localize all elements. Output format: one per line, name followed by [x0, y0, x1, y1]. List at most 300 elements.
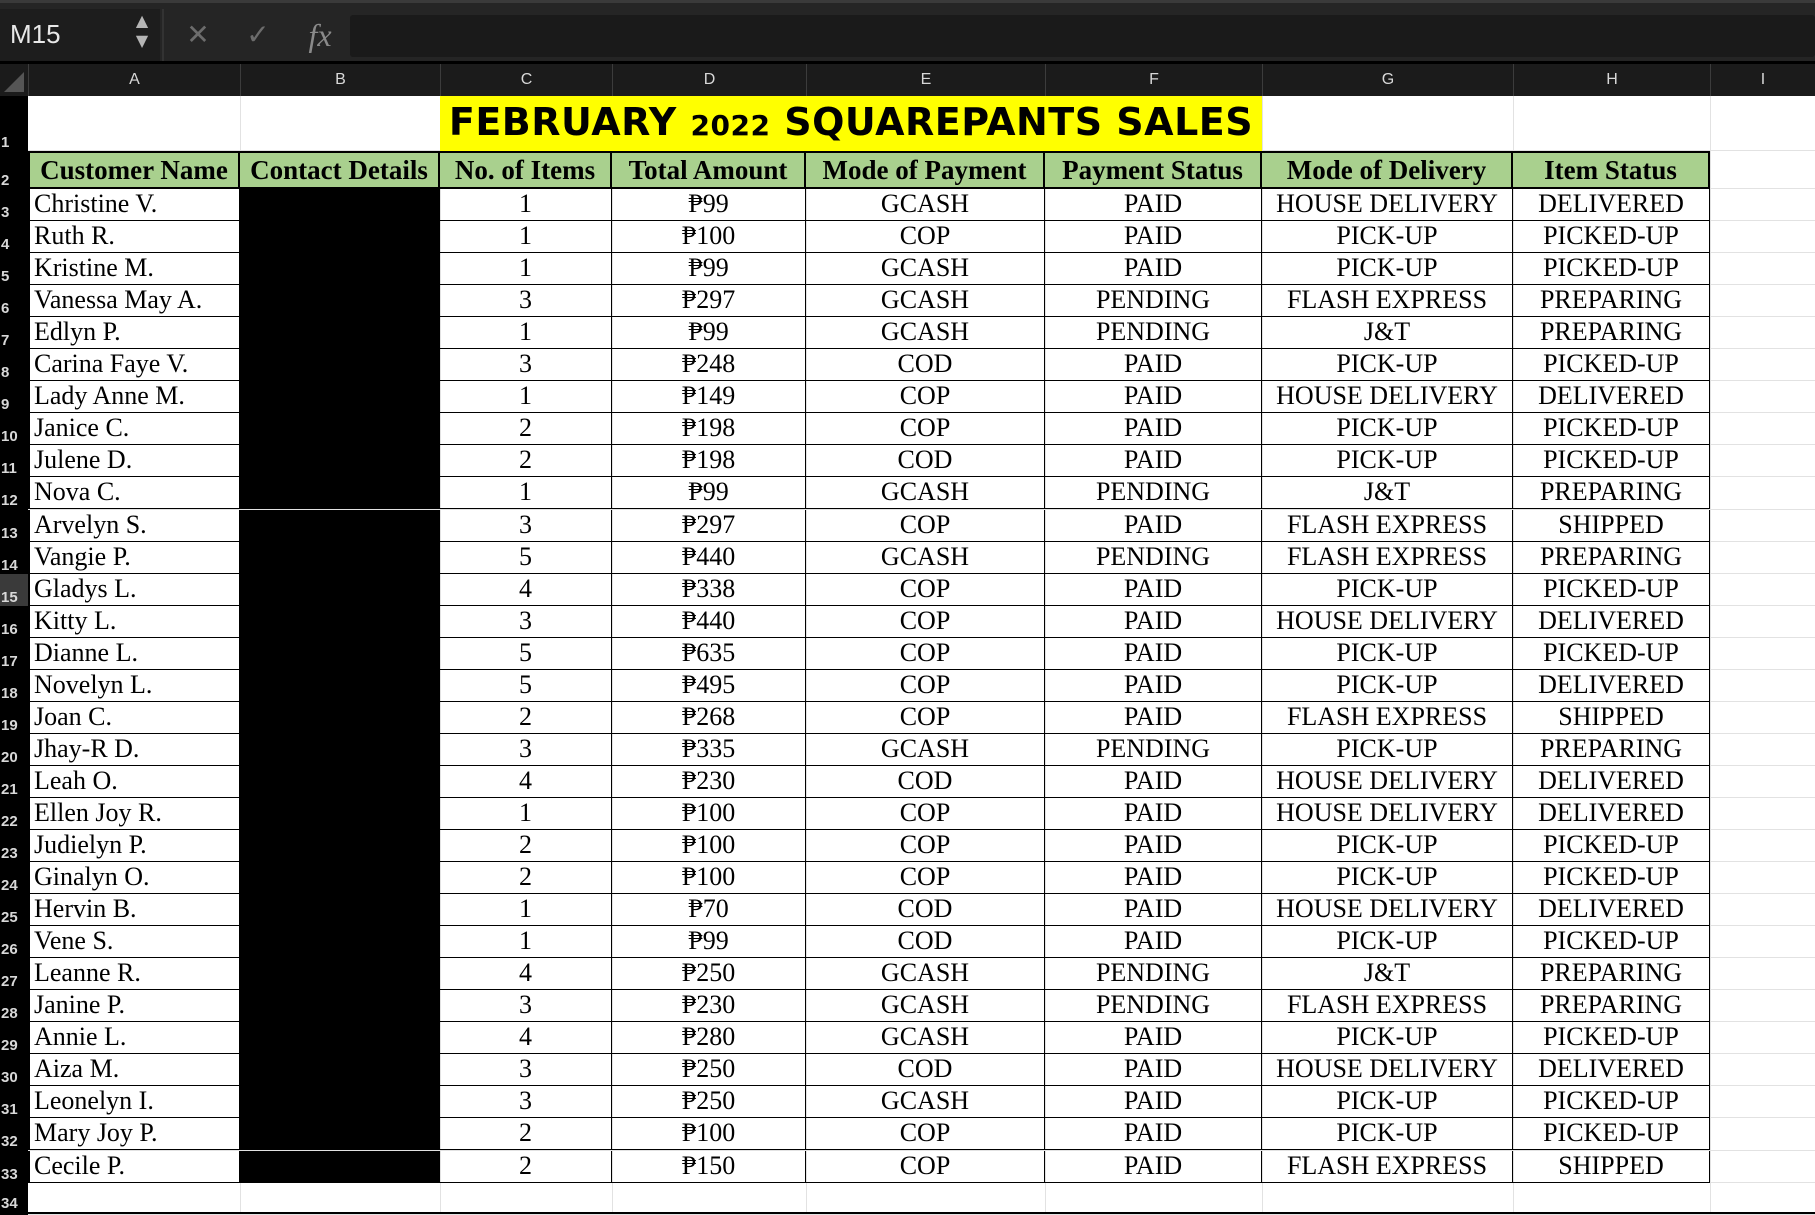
- redacted-contact-cell[interactable]: [240, 221, 440, 253]
- column-header-b[interactable]: B: [240, 64, 440, 96]
- table-cell[interactable]: Carina Faye V.: [28, 349, 240, 381]
- table-cell[interactable]: 2: [440, 445, 612, 477]
- table-cell[interactable]: Edlyn P.: [28, 317, 240, 349]
- row-header[interactable]: 4: [1, 236, 10, 254]
- table-cell[interactable]: 1: [440, 189, 612, 221]
- redacted-contact-cell[interactable]: [240, 638, 440, 670]
- table-cell[interactable]: Mary Joy P.: [28, 1118, 240, 1150]
- name-box[interactable]: M15: [0, 9, 160, 61]
- column-header-h[interactable]: H: [1513, 64, 1710, 96]
- table-cell[interactable]: PICKED-UP: [1513, 1022, 1710, 1054]
- check-icon[interactable]: ✓: [246, 18, 270, 51]
- table-cell[interactable]: GCASH: [806, 477, 1045, 509]
- table-cell[interactable]: COD: [806, 926, 1045, 958]
- table-cell[interactable]: Christine V.: [28, 189, 240, 221]
- table-cell[interactable]: COP: [806, 862, 1045, 894]
- table-cell[interactable]: COD: [806, 349, 1045, 381]
- table-cell[interactable]: PREPARING: [1513, 542, 1710, 574]
- table-cell[interactable]: 3: [440, 285, 612, 317]
- table-cell[interactable]: PICK-UP: [1262, 670, 1513, 702]
- table-cell[interactable]: Gladys L.: [28, 574, 240, 606]
- table-cell[interactable]: COD: [806, 894, 1045, 926]
- table-cell[interactable]: PAID: [1045, 221, 1262, 253]
- table-cell[interactable]: PAID: [1045, 862, 1262, 894]
- table-cell[interactable]: COP: [806, 702, 1045, 734]
- table-cell[interactable]: Ruth R.: [28, 221, 240, 253]
- table-cell[interactable]: 1: [440, 477, 612, 509]
- table-cell[interactable]: Janine P.: [28, 990, 240, 1022]
- table-cell[interactable]: COP: [806, 798, 1045, 830]
- table-cell[interactable]: Novelyn L.: [28, 670, 240, 702]
- table-cell[interactable]: ₱230: [612, 990, 806, 1022]
- table-cell[interactable]: Judielyn P.: [28, 830, 240, 862]
- table-cell[interactable]: Kitty L.: [28, 606, 240, 638]
- row-header[interactable]: 5: [1, 268, 10, 286]
- table-cell[interactable]: Vanessa May A.: [28, 285, 240, 317]
- table-cell[interactable]: ₱149: [612, 381, 806, 413]
- redacted-contact-cell[interactable]: [240, 894, 440, 926]
- redacted-contact-cell[interactable]: [240, 1086, 440, 1118]
- column-header-g[interactable]: G: [1262, 64, 1513, 96]
- worksheet-grid[interactable]: [28, 96, 1815, 1212]
- table-cell[interactable]: ₱250: [612, 1086, 806, 1118]
- table-cell[interactable]: Ginalyn O.: [28, 862, 240, 894]
- table-cell[interactable]: 2: [440, 413, 612, 445]
- table-cell[interactable]: SHIPPED: [1513, 510, 1710, 542]
- table-cell[interactable]: 3: [440, 510, 612, 542]
- table-cell[interactable]: Hervin B.: [28, 894, 240, 926]
- table-cell[interactable]: PICKED-UP: [1513, 253, 1710, 285]
- table-cell[interactable]: COP: [806, 413, 1045, 445]
- redacted-contact-cell[interactable]: [240, 317, 440, 349]
- table-cell[interactable]: 5: [440, 670, 612, 702]
- table-cell[interactable]: HOUSE DELIVERY: [1262, 1054, 1513, 1086]
- table-cell[interactable]: HOUSE DELIVERY: [1262, 606, 1513, 638]
- table-cell[interactable]: SHIPPED: [1513, 702, 1710, 734]
- table-cell[interactable]: PENDING: [1045, 734, 1262, 766]
- table-cell[interactable]: PAID: [1045, 574, 1262, 606]
- table-cell[interactable]: DELIVERED: [1513, 766, 1710, 798]
- table-cell[interactable]: PAID: [1045, 1022, 1262, 1054]
- table-cell[interactable]: GCASH: [806, 317, 1045, 349]
- table-cell[interactable]: COD: [806, 766, 1045, 798]
- column-header-f[interactable]: F: [1045, 64, 1262, 96]
- header-cell[interactable]: Payment Status: [1045, 151, 1262, 189]
- table-cell[interactable]: PICKED-UP: [1513, 830, 1710, 862]
- table-cell[interactable]: 1: [440, 317, 612, 349]
- table-cell[interactable]: HOUSE DELIVERY: [1262, 798, 1513, 830]
- table-cell[interactable]: ₱100: [612, 830, 806, 862]
- table-cell[interactable]: ₱268: [612, 702, 806, 734]
- table-cell[interactable]: PICKED-UP: [1513, 349, 1710, 381]
- row-header[interactable]: 19: [1, 716, 18, 734]
- row-header[interactable]: 25: [1, 909, 18, 927]
- row-header[interactable]: 10: [1, 428, 18, 446]
- sheet-title[interactable]: [440, 96, 1262, 151]
- table-cell[interactable]: ₱335: [612, 734, 806, 766]
- table-cell[interactable]: PENDING: [1045, 285, 1262, 317]
- table-cell[interactable]: PREPARING: [1513, 285, 1710, 317]
- column-header-d[interactable]: D: [612, 64, 806, 96]
- table-cell[interactable]: PAID: [1045, 445, 1262, 477]
- table-cell[interactable]: Leonelyn I.: [28, 1086, 240, 1118]
- redacted-contact-cell[interactable]: [240, 285, 440, 317]
- table-cell[interactable]: ₱70: [612, 894, 806, 926]
- table-cell[interactable]: GCASH: [806, 1086, 1045, 1118]
- table-cell[interactable]: Jhay-R D.: [28, 734, 240, 766]
- table-cell[interactable]: ₱230: [612, 766, 806, 798]
- table-cell[interactable]: PAID: [1045, 798, 1262, 830]
- row-header[interactable]: 3: [1, 204, 10, 222]
- table-cell[interactable]: 1: [440, 381, 612, 413]
- table-cell[interactable]: COP: [806, 670, 1045, 702]
- row-header[interactable]: 12: [1, 492, 18, 510]
- redacted-contact-cell[interactable]: [240, 1054, 440, 1086]
- table-cell[interactable]: PICKED-UP: [1513, 1118, 1710, 1150]
- row-header[interactable]: 1: [1, 134, 10, 151]
- row-header[interactable]: 6: [1, 300, 10, 318]
- table-cell[interactable]: GCASH: [806, 189, 1045, 221]
- table-cell[interactable]: PENDING: [1045, 477, 1262, 509]
- table-cell[interactable]: FLASH EXPRESS: [1262, 990, 1513, 1022]
- table-cell[interactable]: PAID: [1045, 1086, 1262, 1118]
- table-cell[interactable]: PICKED-UP: [1513, 445, 1710, 477]
- table-cell[interactable]: ₱100: [612, 1118, 806, 1150]
- table-cell[interactable]: Vangie P.: [28, 542, 240, 574]
- select-all-button[interactable]: [0, 64, 28, 96]
- table-cell[interactable]: PREPARING: [1513, 317, 1710, 349]
- redacted-contact-cell[interactable]: [240, 381, 440, 413]
- table-cell[interactable]: PAID: [1045, 253, 1262, 285]
- table-cell[interactable]: PICKED-UP: [1513, 574, 1710, 606]
- table-cell[interactable]: PAID: [1045, 510, 1262, 542]
- table-cell[interactable]: ₱100: [612, 798, 806, 830]
- table-cell[interactable]: PICK-UP: [1262, 1022, 1513, 1054]
- row-header[interactable]: 34: [1, 1194, 18, 1212]
- table-cell[interactable]: ₱440: [612, 606, 806, 638]
- table-cell[interactable]: PICK-UP: [1262, 221, 1513, 253]
- table-cell[interactable]: PICK-UP: [1262, 830, 1513, 862]
- table-cell[interactable]: SHIPPED: [1513, 1151, 1710, 1183]
- table-cell[interactable]: PICKED-UP: [1513, 413, 1710, 445]
- table-cell[interactable]: DELIVERED: [1513, 894, 1710, 926]
- header-cell[interactable]: Contact Details: [240, 151, 440, 189]
- table-cell[interactable]: GCASH: [806, 542, 1045, 574]
- table-cell[interactable]: 2: [440, 1151, 612, 1183]
- table-cell[interactable]: Cecile P.: [28, 1151, 240, 1183]
- table-cell[interactable]: J&T: [1262, 317, 1513, 349]
- redacted-contact-cell[interactable]: [240, 830, 440, 862]
- table-cell[interactable]: ₱250: [612, 958, 806, 990]
- table-cell[interactable]: COD: [806, 1054, 1045, 1086]
- table-cell[interactable]: COP: [806, 638, 1045, 670]
- table-cell[interactable]: Leanne R.: [28, 958, 240, 990]
- table-cell[interactable]: 3: [440, 1054, 612, 1086]
- table-cell[interactable]: DELIVERED: [1513, 798, 1710, 830]
- column-header-e[interactable]: E: [806, 64, 1045, 96]
- row-header[interactable]: 15: [0, 574, 28, 606]
- row-header[interactable]: 27: [1, 973, 18, 991]
- table-cell[interactable]: GCASH: [806, 285, 1045, 317]
- table-cell[interactable]: GCASH: [806, 958, 1045, 990]
- redacted-contact-cell[interactable]: [240, 990, 440, 1022]
- row-header[interactable]: 28: [1, 1005, 18, 1023]
- table-cell[interactable]: Vene S.: [28, 926, 240, 958]
- table-cell[interactable]: PAID: [1045, 638, 1262, 670]
- table-cell[interactable]: ₱280: [612, 1022, 806, 1054]
- formula-input[interactable]: [350, 15, 1815, 57]
- table-cell[interactable]: Kristine M.: [28, 253, 240, 285]
- table-cell[interactable]: PICKED-UP: [1513, 638, 1710, 670]
- table-cell[interactable]: PICK-UP: [1262, 349, 1513, 381]
- table-cell[interactable]: ₱100: [612, 862, 806, 894]
- table-cell[interactable]: Ellen Joy R.: [28, 798, 240, 830]
- table-cell[interactable]: ₱99: [612, 189, 806, 221]
- redacted-contact-cell[interactable]: [240, 1022, 440, 1054]
- table-cell[interactable]: ₱440: [612, 542, 806, 574]
- redacted-contact-cell[interactable]: [240, 189, 440, 221]
- table-cell[interactable]: COP: [806, 830, 1045, 862]
- header-cell[interactable]: Mode of Payment: [806, 151, 1045, 189]
- table-cell[interactable]: PICK-UP: [1262, 1118, 1513, 1150]
- redacted-contact-cell[interactable]: [240, 542, 440, 574]
- table-cell[interactable]: PICKED-UP: [1513, 862, 1710, 894]
- table-cell[interactable]: PAID: [1045, 349, 1262, 381]
- table-cell[interactable]: 4: [440, 1022, 612, 1054]
- table-cell[interactable]: 5: [440, 542, 612, 574]
- table-cell[interactable]: ₱248: [612, 349, 806, 381]
- row-header[interactable]: 13: [1, 524, 18, 542]
- redacted-contact-cell[interactable]: [240, 1118, 440, 1150]
- row-header[interactable]: 8: [1, 364, 10, 382]
- row-header[interactable]: 23: [1, 845, 18, 863]
- table-cell[interactable]: GCASH: [806, 734, 1045, 766]
- table-cell[interactable]: FLASH EXPRESS: [1262, 1151, 1513, 1183]
- table-cell[interactable]: COD: [806, 445, 1045, 477]
- table-cell[interactable]: PICKED-UP: [1513, 221, 1710, 253]
- row-header[interactable]: 22: [1, 812, 18, 830]
- redacted-contact-cell[interactable]: [240, 413, 440, 445]
- table-cell[interactable]: Joan C.: [28, 702, 240, 734]
- redacted-contact-cell[interactable]: [240, 445, 440, 477]
- header-cell[interactable]: No. of Items: [440, 151, 612, 189]
- table-cell[interactable]: DELIVERED: [1513, 189, 1710, 221]
- table-cell[interactable]: DELIVERED: [1513, 1054, 1710, 1086]
- row-header[interactable]: 31: [1, 1101, 18, 1119]
- redacted-contact-cell[interactable]: [240, 574, 440, 606]
- table-cell[interactable]: PAID: [1045, 766, 1262, 798]
- table-cell[interactable]: PICK-UP: [1262, 445, 1513, 477]
- table-cell[interactable]: Julene D.: [28, 445, 240, 477]
- table-cell[interactable]: Arvelyn S.: [28, 510, 240, 542]
- table-cell[interactable]: Janice C.: [28, 413, 240, 445]
- row-header[interactable]: 24: [1, 877, 18, 895]
- table-cell[interactable]: PICK-UP: [1262, 638, 1513, 670]
- table-cell[interactable]: PICK-UP: [1262, 253, 1513, 285]
- table-cell[interactable]: PICK-UP: [1262, 574, 1513, 606]
- row-header[interactable]: 11: [1, 460, 17, 478]
- table-cell[interactable]: Aiza M.: [28, 1054, 240, 1086]
- table-cell[interactable]: Dianne L.: [28, 638, 240, 670]
- table-cell[interactable]: HOUSE DELIVERY: [1262, 894, 1513, 926]
- table-cell[interactable]: COP: [806, 1151, 1045, 1183]
- table-cell[interactable]: J&T: [1262, 958, 1513, 990]
- redacted-contact-cell[interactable]: [240, 798, 440, 830]
- table-cell[interactable]: GCASH: [806, 1022, 1045, 1054]
- table-cell[interactable]: 3: [440, 734, 612, 766]
- table-cell[interactable]: GCASH: [806, 990, 1045, 1022]
- table-cell[interactable]: GCASH: [806, 253, 1045, 285]
- redacted-contact-cell[interactable]: [240, 702, 440, 734]
- table-cell[interactable]: PICKED-UP: [1513, 1086, 1710, 1118]
- table-cell[interactable]: 4: [440, 574, 612, 606]
- redacted-contact-cell[interactable]: [240, 958, 440, 990]
- table-cell[interactable]: PICK-UP: [1262, 1086, 1513, 1118]
- table-cell[interactable]: COP: [806, 221, 1045, 253]
- row-header[interactable]: 16: [1, 620, 18, 638]
- table-cell[interactable]: COP: [806, 381, 1045, 413]
- table-cell[interactable]: COP: [806, 606, 1045, 638]
- header-cell[interactable]: Mode of Delivery: [1262, 151, 1513, 189]
- table-cell[interactable]: PENDING: [1045, 990, 1262, 1022]
- table-cell[interactable]: ₱99: [612, 477, 806, 509]
- fx-icon[interactable]: fx: [308, 17, 332, 53]
- table-cell[interactable]: ₱297: [612, 285, 806, 317]
- redacted-contact-cell[interactable]: [240, 734, 440, 766]
- table-cell[interactable]: PAID: [1045, 926, 1262, 958]
- table-cell[interactable]: 1: [440, 894, 612, 926]
- table-cell[interactable]: Nova C.: [28, 477, 240, 509]
- row-header[interactable]: 32: [1, 1133, 18, 1151]
- redacted-contact-cell[interactable]: [240, 477, 440, 509]
- table-cell[interactable]: ₱99: [612, 317, 806, 349]
- table-cell[interactable]: ₱99: [612, 253, 806, 285]
- table-cell[interactable]: 1: [440, 253, 612, 285]
- redacted-contact-cell[interactable]: [240, 349, 440, 381]
- table-cell[interactable]: PICKED-UP: [1513, 926, 1710, 958]
- table-cell[interactable]: COP: [806, 1118, 1045, 1150]
- table-cell[interactable]: PENDING: [1045, 958, 1262, 990]
- column-header-i[interactable]: I: [1710, 64, 1815, 96]
- row-header[interactable]: 30: [1, 1069, 18, 1087]
- redacted-contact-cell[interactable]: [240, 862, 440, 894]
- table-cell[interactable]: PAID: [1045, 606, 1262, 638]
- table-cell[interactable]: COP: [806, 510, 1045, 542]
- table-cell[interactable]: 2: [440, 702, 612, 734]
- row-header[interactable]: 33: [1, 1165, 18, 1183]
- column-header-a[interactable]: A: [28, 64, 240, 96]
- table-cell[interactable]: PICK-UP: [1262, 734, 1513, 766]
- table-cell[interactable]: PAID: [1045, 381, 1262, 413]
- table-cell[interactable]: DELIVERED: [1513, 670, 1710, 702]
- table-cell[interactable]: PAID: [1045, 702, 1262, 734]
- table-cell[interactable]: ₱297: [612, 510, 806, 542]
- table-cell[interactable]: PICK-UP: [1262, 413, 1513, 445]
- column-header-c[interactable]: C: [440, 64, 612, 96]
- row-header[interactable]: 26: [1, 941, 18, 959]
- table-cell[interactable]: ₱250: [612, 1054, 806, 1086]
- table-cell[interactable]: PENDING: [1045, 317, 1262, 349]
- table-cell[interactable]: FLASH EXPRESS: [1262, 285, 1513, 317]
- table-cell[interactable]: PREPARING: [1513, 734, 1710, 766]
- table-cell[interactable]: ₱99: [612, 926, 806, 958]
- table-cell[interactable]: PAID: [1045, 1054, 1262, 1086]
- table-cell[interactable]: ₱338: [612, 574, 806, 606]
- header-cell[interactable]: Item Status: [1513, 151, 1710, 189]
- table-cell[interactable]: PREPARING: [1513, 990, 1710, 1022]
- table-cell[interactable]: 1: [440, 798, 612, 830]
- table-cell[interactable]: ₱198: [612, 445, 806, 477]
- table-cell[interactable]: Leah O.: [28, 766, 240, 798]
- table-cell[interactable]: FLASH EXPRESS: [1262, 702, 1513, 734]
- table-cell[interactable]: ₱150: [612, 1151, 806, 1183]
- table-cell[interactable]: ₱100: [612, 221, 806, 253]
- redacted-contact-cell[interactable]: [240, 1151, 440, 1183]
- redacted-contact-cell[interactable]: [240, 253, 440, 285]
- table-cell[interactable]: ₱635: [612, 638, 806, 670]
- table-cell[interactable]: ₱495: [612, 670, 806, 702]
- redacted-contact-cell[interactable]: [240, 766, 440, 798]
- row-header[interactable]: 2: [1, 172, 10, 189]
- table-cell[interactable]: FLASH EXPRESS: [1262, 542, 1513, 574]
- row-header[interactable]: 18: [1, 684, 18, 702]
- table-cell[interactable]: PICK-UP: [1262, 862, 1513, 894]
- table-cell[interactable]: ₱198: [612, 413, 806, 445]
- row-header[interactable]: 29: [1, 1037, 18, 1055]
- table-cell[interactable]: HOUSE DELIVERY: [1262, 381, 1513, 413]
- table-cell[interactable]: J&T: [1262, 477, 1513, 509]
- table-cell[interactable]: DELIVERED: [1513, 381, 1710, 413]
- table-cell[interactable]: PAID: [1045, 670, 1262, 702]
- row-header[interactable]: 9: [1, 396, 10, 414]
- row-header[interactable]: 21: [1, 780, 18, 798]
- row-header[interactable]: 14: [1, 556, 18, 574]
- table-cell[interactable]: PICK-UP: [1262, 926, 1513, 958]
- table-cell[interactable]: COP: [806, 574, 1045, 606]
- header-cell[interactable]: Total Amount: [612, 151, 806, 189]
- table-cell[interactable]: 2: [440, 862, 612, 894]
- row-header[interactable]: 7: [1, 332, 10, 350]
- close-icon[interactable]: ✕: [186, 18, 210, 51]
- table-cell[interactable]: 3: [440, 606, 612, 638]
- table-cell[interactable]: 1: [440, 926, 612, 958]
- table-cell[interactable]: PAID: [1045, 413, 1262, 445]
- row-header[interactable]: 17: [1, 652, 18, 670]
- table-cell[interactable]: Lady Anne M.: [28, 381, 240, 413]
- table-cell[interactable]: 4: [440, 766, 612, 798]
- table-cell[interactable]: Annie L.: [28, 1022, 240, 1054]
- name-box-stepper-icon[interactable]: ▲ ▼: [135, 11, 149, 50]
- table-cell[interactable]: 3: [440, 349, 612, 381]
- table-cell[interactable]: PAID: [1045, 830, 1262, 862]
- header-cell[interactable]: Customer Name: [28, 151, 240, 189]
- table-cell[interactable]: FLASH EXPRESS: [1262, 510, 1513, 542]
- table-cell[interactable]: 2: [440, 830, 612, 862]
- table-cell[interactable]: PAID: [1045, 1118, 1262, 1150]
- table-cell[interactable]: PREPARING: [1513, 958, 1710, 990]
- redacted-contact-cell[interactable]: [240, 926, 440, 958]
- redacted-contact-cell[interactable]: [240, 606, 440, 638]
- table-cell[interactable]: 3: [440, 990, 612, 1022]
- table-cell[interactable]: DELIVERED: [1513, 606, 1710, 638]
- table-cell[interactable]: PAID: [1045, 1151, 1262, 1183]
- table-cell[interactable]: 5: [440, 638, 612, 670]
- table-cell[interactable]: 2: [440, 1118, 612, 1150]
- table-cell[interactable]: PAID: [1045, 189, 1262, 221]
- table-cell[interactable]: PENDING: [1045, 542, 1262, 574]
- row-header[interactable]: 20: [1, 748, 18, 766]
- table-cell[interactable]: PREPARING: [1513, 477, 1710, 509]
